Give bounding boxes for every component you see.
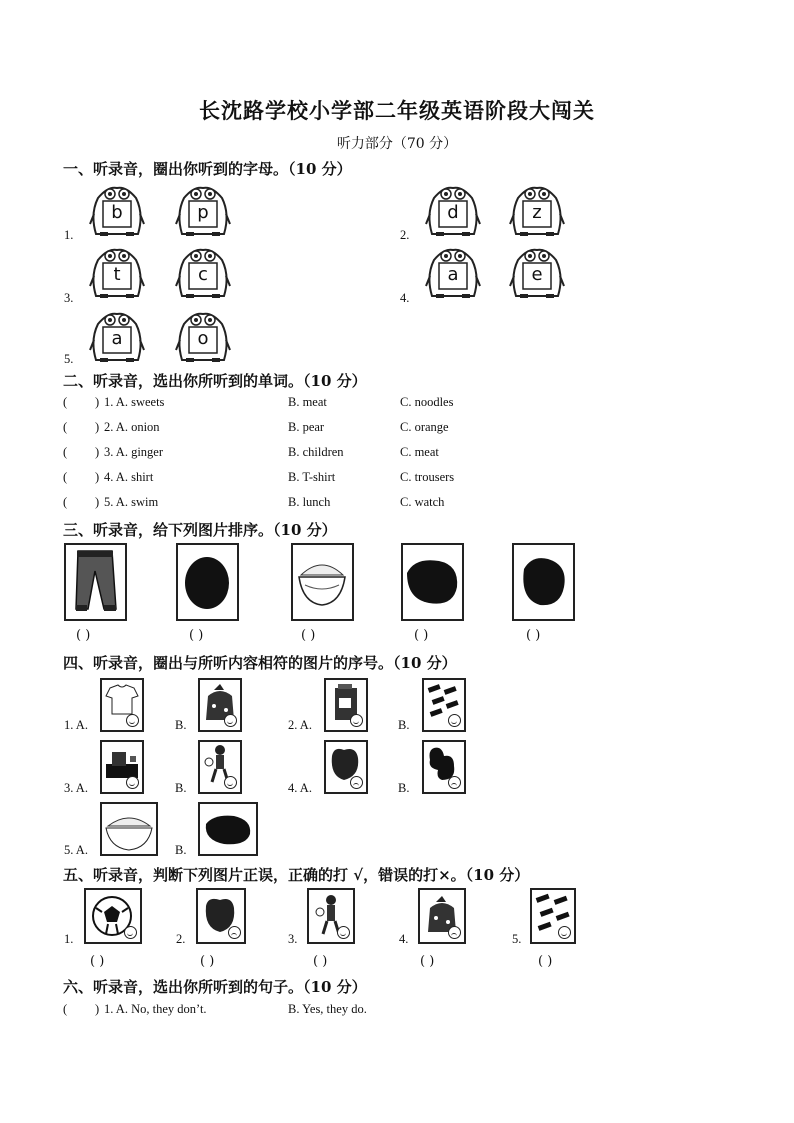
answer-paren-open[interactable]: ( [63, 1002, 68, 1016]
letter-card[interactable] [422, 184, 484, 238]
section-4-heading: 四、听录音，圈出与所听内容相符的图片的序号。（10 分） [63, 654, 457, 672]
smile-icon [448, 714, 461, 727]
letter-card[interactable] [172, 310, 234, 364]
item-number: 2. [400, 228, 410, 242]
smile-icon [224, 714, 237, 727]
letter-card[interactable] [172, 184, 234, 238]
option-label: 5. A. [64, 843, 88, 857]
sentence-option-a: 1. A. No, they don’t. [104, 1002, 207, 1016]
section-1-heading: 一、听录音，圈出你听到的字母。（10 分） [63, 160, 352, 178]
fig-picture[interactable] [324, 740, 368, 794]
smile-icon [124, 926, 137, 939]
bag-picture[interactable] [198, 678, 242, 732]
section-2-heading: 二、听录音，选出你所听到的单词。（10 分） [63, 372, 367, 390]
option-b: B. meat [288, 395, 327, 409]
meat-picture[interactable] [198, 802, 258, 856]
option-c: C. orange [400, 420, 449, 434]
sad-face-icon [448, 926, 461, 939]
machine-picture[interactable] [100, 740, 144, 794]
option-label: 4. A. [288, 781, 312, 795]
answer-blank[interactable]: ( ) [76, 628, 91, 643]
boy-ball-picture[interactable] [198, 740, 242, 794]
letter-text: z [532, 202, 542, 223]
option-label: 2. A. [288, 718, 312, 732]
letter-text: b [111, 202, 123, 223]
section-6-heading: 六、听录音，选出你所听到的句子。（10 分） [63, 978, 367, 996]
option-label: B. [175, 781, 187, 795]
animal-picture[interactable] [422, 740, 466, 794]
option-c: C. noodles [400, 395, 454, 409]
option-label: 3. A. [64, 781, 88, 795]
rice-bowl-picture [291, 543, 354, 621]
letter-card[interactable] [86, 246, 148, 300]
item-number: 4. [400, 291, 410, 305]
option-a: 5. A. swim [104, 495, 159, 509]
smile-icon [337, 926, 350, 939]
answer-paren-close[interactable]: ) [95, 1002, 100, 1016]
letter-card[interactable] [172, 246, 234, 300]
letter-text: p [197, 202, 209, 223]
answer-blank[interactable]: ( ) [301, 628, 316, 643]
answer-blank[interactable]: ( ) [420, 954, 435, 969]
round-fruit-picture [512, 543, 575, 621]
option-b: B. lunch [288, 495, 331, 509]
item-number: 3. [64, 291, 74, 305]
answer-blank[interactable]: ( ) [90, 954, 105, 969]
item-number: 1. [64, 932, 74, 946]
option-a: 1. A. sweets [104, 395, 165, 409]
sentence-option-b: B. Yes, they do. [288, 1002, 367, 1016]
letter-card[interactable] [506, 246, 568, 300]
letter-text: e [531, 264, 543, 285]
letter-card[interactable] [422, 246, 484, 300]
option-c: C. meat [400, 445, 439, 459]
item-number: 1. [64, 228, 74, 242]
sticks-picture[interactable] [422, 678, 466, 732]
bag-picture[interactable] [418, 888, 466, 944]
answer-blank[interactable]: ( ) [414, 628, 429, 643]
answer-blank[interactable]: ( ) [538, 954, 553, 969]
page-title: 长沈路学校小学部二年级英语阶段大闯关 [199, 98, 595, 123]
smile-icon [224, 776, 237, 789]
answer-paren-close[interactable]: ) [95, 395, 100, 409]
page-subtitle: 听力部分（70 分） [336, 136, 458, 152]
letter-card[interactable] [86, 184, 148, 238]
letter-card[interactable] [86, 310, 148, 364]
smile-icon [350, 714, 363, 727]
answer-paren-open[interactable]: ( [63, 420, 68, 434]
option-label: B. [175, 718, 187, 732]
option-a: 3. A. ginger [104, 445, 164, 459]
letter-card[interactable] [506, 184, 568, 238]
section-3-heading: 三、听录音，给下列图片排序。（10 分） [63, 521, 337, 539]
egg-picture [176, 543, 239, 621]
meat-picture [401, 543, 464, 621]
letter-text: a [447, 264, 459, 285]
answer-paren-open[interactable]: ( [63, 445, 68, 459]
drink-box-picture[interactable] [324, 678, 368, 732]
letter-text: o [197, 328, 209, 349]
option-c: C. watch [400, 495, 445, 509]
answer-paren-close[interactable]: ) [95, 495, 100, 509]
option-label: B. [398, 781, 410, 795]
item-number: 5. [512, 932, 522, 946]
option-b: B. children [288, 445, 344, 459]
letter-text: c [198, 264, 208, 285]
item-number: 5. [64, 352, 74, 366]
option-label: 1. A. [64, 718, 88, 732]
section-5-heading: 五、听录音，判断下列图片正误，正确的打 √，错误的打×。（10 分） [63, 866, 530, 884]
letter-text: t [113, 264, 121, 285]
option-b: B. pear [288, 420, 325, 434]
answer-blank[interactable]: ( ) [200, 954, 215, 969]
soccer-ball-picture[interactable] [84, 888, 142, 944]
letter-text: d [447, 202, 459, 223]
sad-face-icon [228, 926, 241, 939]
letter-text: a [111, 328, 123, 349]
smile-icon [558, 926, 571, 939]
answer-paren-close[interactable]: ) [95, 470, 100, 484]
rice-bowl-picture[interactable] [100, 802, 158, 856]
answer-paren-open[interactable]: ( [63, 470, 68, 484]
trousers-picture [64, 543, 127, 621]
boy-ball-picture[interactable] [307, 888, 355, 944]
answer-blank[interactable]: ( ) [189, 628, 204, 643]
answer-paren-open[interactable]: ( [63, 495, 68, 509]
sad-face-icon [350, 776, 363, 789]
option-label: B. [175, 843, 187, 857]
answer-paren-open[interactable]: ( [63, 395, 68, 409]
smile-icon [126, 776, 139, 789]
option-a: 4. A. shirt [104, 470, 154, 484]
item-number: 4. [399, 932, 409, 946]
answer-blank[interactable]: ( ) [526, 628, 541, 643]
option-label: B. [398, 718, 410, 732]
option-b: B. T-shirt [288, 470, 336, 484]
answer-blank[interactable]: ( ) [313, 954, 328, 969]
option-a: 2. A. onion [104, 420, 160, 434]
answer-paren-close[interactable]: ) [95, 420, 100, 434]
smile-icon [126, 714, 139, 727]
fig-picture[interactable] [196, 888, 246, 944]
option-c: C. trousers [400, 470, 455, 484]
item-number: 2. [176, 932, 186, 946]
sad-face-icon [448, 776, 461, 789]
item-number: 3. [288, 932, 298, 946]
tshirt-picture[interactable] [100, 678, 144, 732]
answer-paren-close[interactable]: ) [95, 445, 100, 459]
sticks-picture[interactable] [530, 888, 576, 944]
